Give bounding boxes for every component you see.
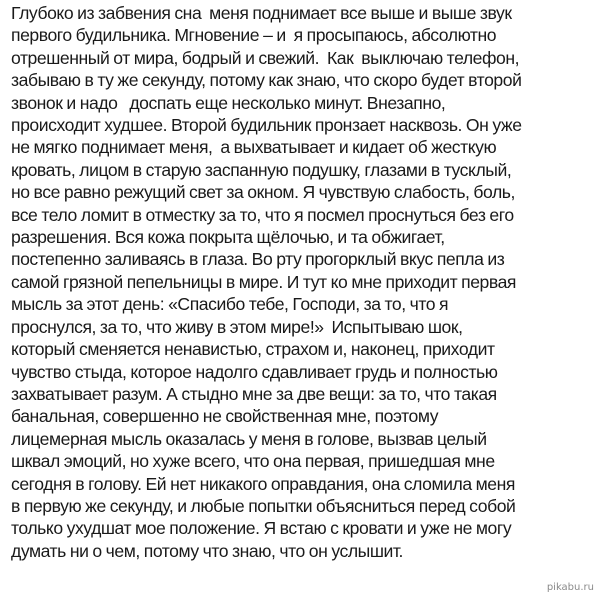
text-line: мысль за этот день: «Спасибо тебе, Господи, за то, что я	[11, 294, 449, 315]
text-line: самой грязной пепельницы в мире. И тут ко мне приходит первая	[11, 271, 516, 292]
text-line: сегодня в голову. Ей нет никакого оправдания, она сломила меня	[11, 473, 515, 494]
text-line: кровать, лицом в старую заспанную подушку, глазами в тусклый,	[11, 159, 512, 180]
text-line: отрешенный от мира, бодрый и свежий. Как выключаю телефон,	[11, 47, 520, 68]
text-line: Глубоко из забвения сна меня поднимает все выше и выше звук	[11, 3, 512, 23]
text-line: лицемерная мысль оказалась у меня в голове, вызвав целый	[11, 428, 487, 449]
text-line: захватывает разум. А стыдно мне за две вещи: за то, что такая	[11, 383, 497, 404]
text-line: все тело ломит в отместку за то, что я посмел проснуться без его	[11, 204, 514, 225]
text-line: звонок и надо доспать еще несколько минут. Внезапно,	[11, 92, 446, 113]
text-line: первого будильника. Мгновение – и я просыпаюсь, абсолютно	[11, 25, 497, 46]
text-line: который сменяется ненавистью, страхом и, наконец, приходит	[11, 339, 495, 360]
text-line: в первую же секунду, и любые попытки объясниться перед собой	[11, 495, 516, 516]
text-line: постепенно заливаясь в глаза. Во рту прогорклый вкус пепла из	[11, 249, 505, 270]
document-text	[11, 2, 596, 562]
text-line: банальная, совершенно не свойственная мне, поэтому	[11, 406, 439, 427]
watermark-text: pikabu.ru	[546, 582, 594, 593]
text-line: думать ни о чем, потому что знаю, что он услышит.	[11, 540, 403, 561]
text-line: не мягко поднимает меня, а выхватывает и кидает об жесткую	[11, 137, 497, 158]
text-line: но все равно режущий свет за окном. Я чувствую слабость, боль,	[11, 182, 515, 203]
text-line: происходит худшее. Второй будильник пронзает насквозь. Он уже	[11, 115, 522, 136]
text-line: только ухудшат мое положение. Я встаю с кровати и уже не могу	[11, 518, 512, 539]
text-line: забываю в ту же секунду, потому как знаю, что скоро будет второй	[11, 70, 522, 91]
text-line: разрешения. Вся кожа покрыта щёлочью, и та обжигает,	[11, 227, 445, 248]
text-line: чувство стыда, которое надолго сдавливает грудь и полностью	[11, 361, 498, 382]
text-line: шквал эмоций, но хуже всего, что она первая, пришедшая мне	[11, 451, 495, 472]
text-line: проснулся, за то, что живу в этом мире!» Испытываю шок,	[11, 316, 463, 337]
